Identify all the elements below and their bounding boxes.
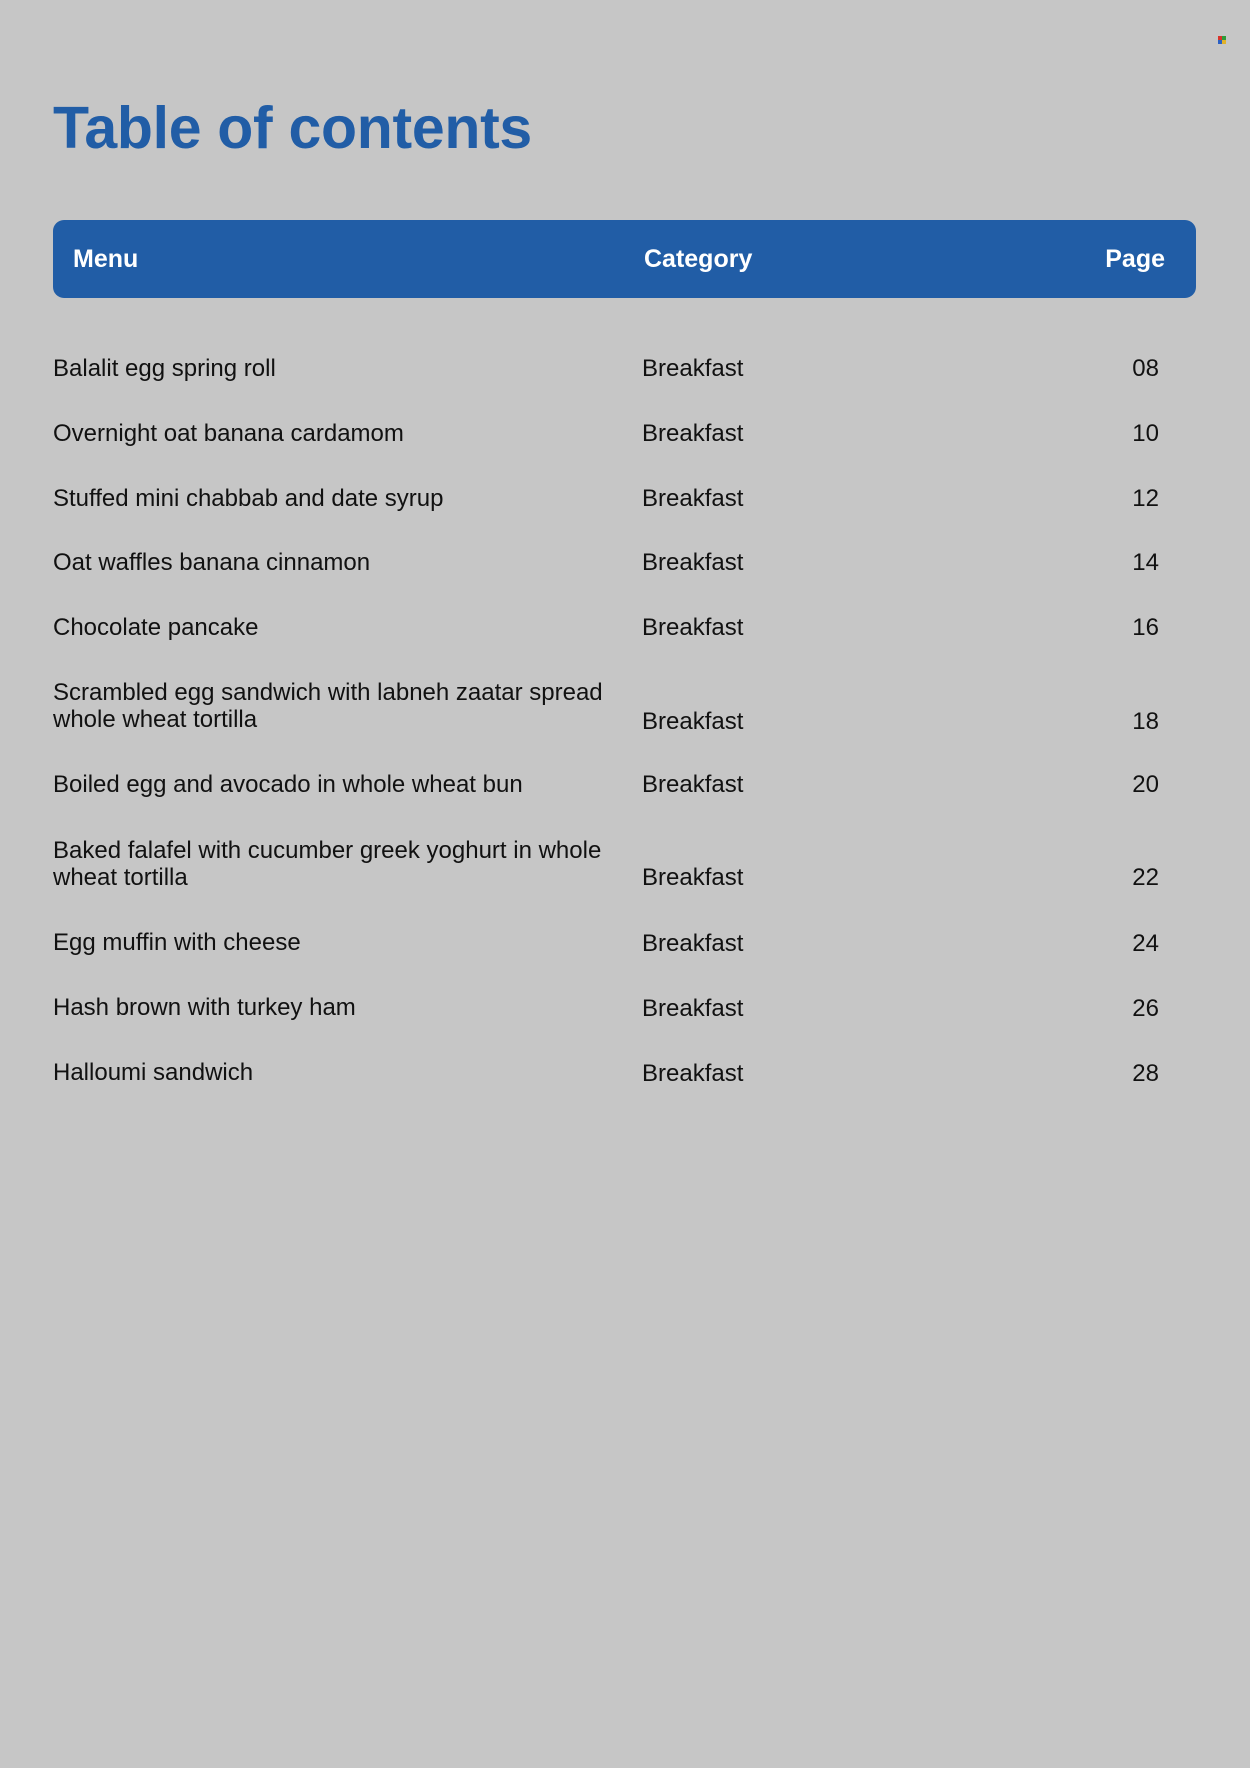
table-row[interactable] bbox=[53, 614, 1159, 642]
row-menu-item: Scrambled egg sandwich with labneh zaatar spread whole wheat tortilla bbox=[53, 679, 603, 733]
table-row[interactable] bbox=[53, 837, 1159, 893]
page-title: Table of contents bbox=[53, 95, 532, 161]
table-row[interactable] bbox=[53, 679, 1159, 735]
row-menu-item: Oat waffles banana cinnamon bbox=[53, 549, 371, 576]
header-menu: Menu bbox=[73, 245, 139, 273]
row-category: Breakfast bbox=[642, 549, 744, 576]
color-mark-icon bbox=[1218, 36, 1226, 44]
row-page: 18 bbox=[1132, 708, 1159, 735]
row-page: 24 bbox=[1132, 930, 1159, 957]
row-page: 16 bbox=[1132, 614, 1159, 641]
table-row[interactable] bbox=[53, 771, 1159, 799]
row-page: 20 bbox=[1132, 771, 1159, 798]
row-category: Breakfast bbox=[642, 708, 744, 735]
row-category: Breakfast bbox=[642, 355, 744, 382]
table-row[interactable] bbox=[53, 994, 1159, 1022]
row-menu-item: Boiled egg and avocado in whole wheat bun bbox=[53, 771, 523, 798]
row-category: Breakfast bbox=[642, 1060, 744, 1087]
header-page: Page bbox=[1105, 245, 1165, 273]
row-menu-item: Halloumi sandwich bbox=[53, 1059, 254, 1086]
row-page: 28 bbox=[1132, 1060, 1159, 1087]
row-menu-item: Chocolate pancake bbox=[53, 614, 259, 641]
table-header bbox=[53, 220, 1196, 298]
row-category: Breakfast bbox=[642, 930, 744, 957]
table-row[interactable] bbox=[53, 355, 1159, 383]
row-page: 12 bbox=[1132, 485, 1159, 512]
row-category: Breakfast bbox=[642, 614, 744, 641]
row-menu-item: Hash brown with turkey ham bbox=[53, 994, 356, 1021]
row-category: Breakfast bbox=[642, 864, 744, 891]
row-menu-item: Stuffed mini chabbab and date syrup bbox=[53, 485, 444, 512]
row-page: 26 bbox=[1132, 995, 1159, 1022]
table-row[interactable] bbox=[53, 420, 1159, 448]
row-page: 14 bbox=[1132, 549, 1159, 576]
table-row[interactable] bbox=[53, 1059, 1159, 1087]
table-row[interactable] bbox=[53, 485, 1159, 513]
row-page: 22 bbox=[1132, 864, 1159, 891]
table-row[interactable] bbox=[53, 549, 1159, 577]
row-category: Breakfast bbox=[642, 771, 744, 798]
row-menu-item: Balalit egg spring roll bbox=[53, 355, 276, 382]
header-category: Category bbox=[644, 245, 753, 273]
row-menu-item: Overnight oat banana cardamom bbox=[53, 420, 404, 447]
row-menu-item: Baked falafel with cucumber greek yoghurt in whole wheat tortilla bbox=[53, 837, 602, 891]
row-category: Breakfast bbox=[642, 485, 744, 512]
row-page: 08 bbox=[1132, 355, 1159, 382]
row-page: 10 bbox=[1132, 420, 1159, 447]
table-row[interactable] bbox=[53, 929, 1159, 957]
row-category: Breakfast bbox=[642, 420, 744, 447]
row-menu-item: Egg muffin with cheese bbox=[53, 929, 301, 956]
row-category: Breakfast bbox=[642, 995, 744, 1022]
